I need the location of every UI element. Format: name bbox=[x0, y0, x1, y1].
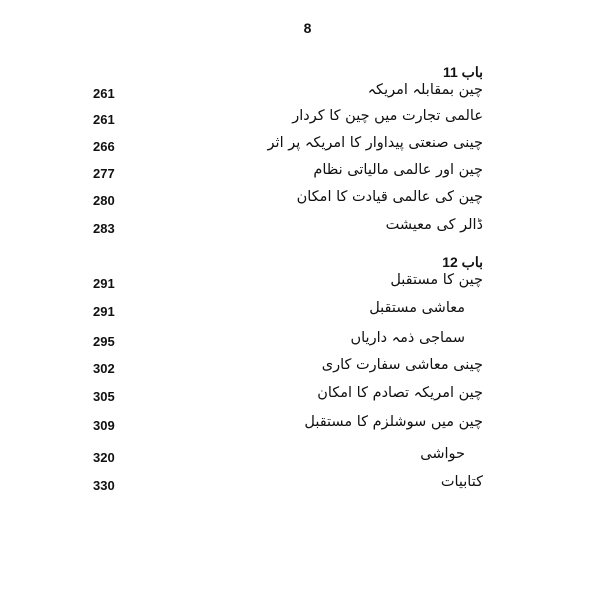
toc-entry bbox=[0, 272, 615, 298]
toc-page-number: 330 bbox=[93, 478, 115, 493]
toc-entry-title: چین بمقابلہ امریکہ bbox=[367, 82, 483, 98]
toc-entry bbox=[0, 300, 615, 326]
toc-page-number: 280 bbox=[93, 193, 115, 208]
toc-entry bbox=[0, 385, 615, 411]
toc-page-number: 291 bbox=[93, 276, 115, 291]
toc-entry-title: چین کی عالمی قیادت کا امکان bbox=[296, 189, 483, 205]
toc-entry bbox=[0, 162, 615, 188]
toc-page-number: 305 bbox=[93, 389, 115, 404]
toc-page-number: 261 bbox=[93, 112, 115, 127]
toc-entry bbox=[0, 108, 615, 134]
toc-entry-notes bbox=[0, 446, 615, 472]
chapter-12-heading: باب 12 bbox=[442, 254, 483, 270]
toc-entry bbox=[0, 217, 615, 243]
toc-page-number: 295 bbox=[93, 334, 115, 349]
toc-entry-title: عالمی تجارت میں چین کا کردار bbox=[292, 108, 483, 124]
toc-entry-title: چینی صنعتی پیداوار کا امریکہ پر اثر bbox=[267, 135, 483, 151]
toc-page-number: 320 bbox=[93, 450, 115, 465]
toc-page-number: 309 bbox=[93, 418, 115, 433]
toc-page-number: 302 bbox=[93, 361, 115, 376]
chapter-11-heading: باب 11 bbox=[442, 64, 483, 80]
toc-entry bbox=[0, 135, 615, 161]
toc-entry-title: چین کا مستقبل bbox=[390, 272, 483, 288]
toc-entry-title: کتابیات bbox=[440, 474, 483, 490]
toc-entry bbox=[0, 414, 615, 440]
toc-entry-bibliography bbox=[0, 474, 615, 500]
toc-entry bbox=[0, 82, 615, 108]
toc-entry-title: معاشی مستقبل bbox=[369, 300, 465, 316]
toc-entry-title: چینی معاشی سفارت کاری bbox=[321, 357, 483, 373]
toc-page-number: 266 bbox=[93, 139, 115, 154]
toc-page-number: 283 bbox=[93, 221, 115, 236]
toc-entry-title: چین اور عالمی مالیاتی نظام bbox=[313, 162, 483, 178]
toc-entry-title: چین میں سوشلزم کا مستقبل bbox=[304, 414, 483, 430]
toc-page-number: 291 bbox=[93, 304, 115, 319]
toc-entry-title: ڈالر کی معیشت bbox=[385, 217, 483, 233]
toc-entry-title: حواشی bbox=[420, 446, 465, 462]
page-number: 8 bbox=[303, 20, 312, 36]
toc-page-number: 261 bbox=[93, 86, 115, 101]
toc-entry bbox=[0, 357, 615, 383]
toc-entry bbox=[0, 189, 615, 215]
toc-entry-title: سماجی ذمہ داریاں bbox=[350, 330, 465, 346]
toc-page-number: 277 bbox=[93, 166, 115, 181]
toc-entry bbox=[0, 330, 615, 356]
toc-entry-title: چین امریکہ تصادم کا امکان bbox=[317, 385, 483, 401]
